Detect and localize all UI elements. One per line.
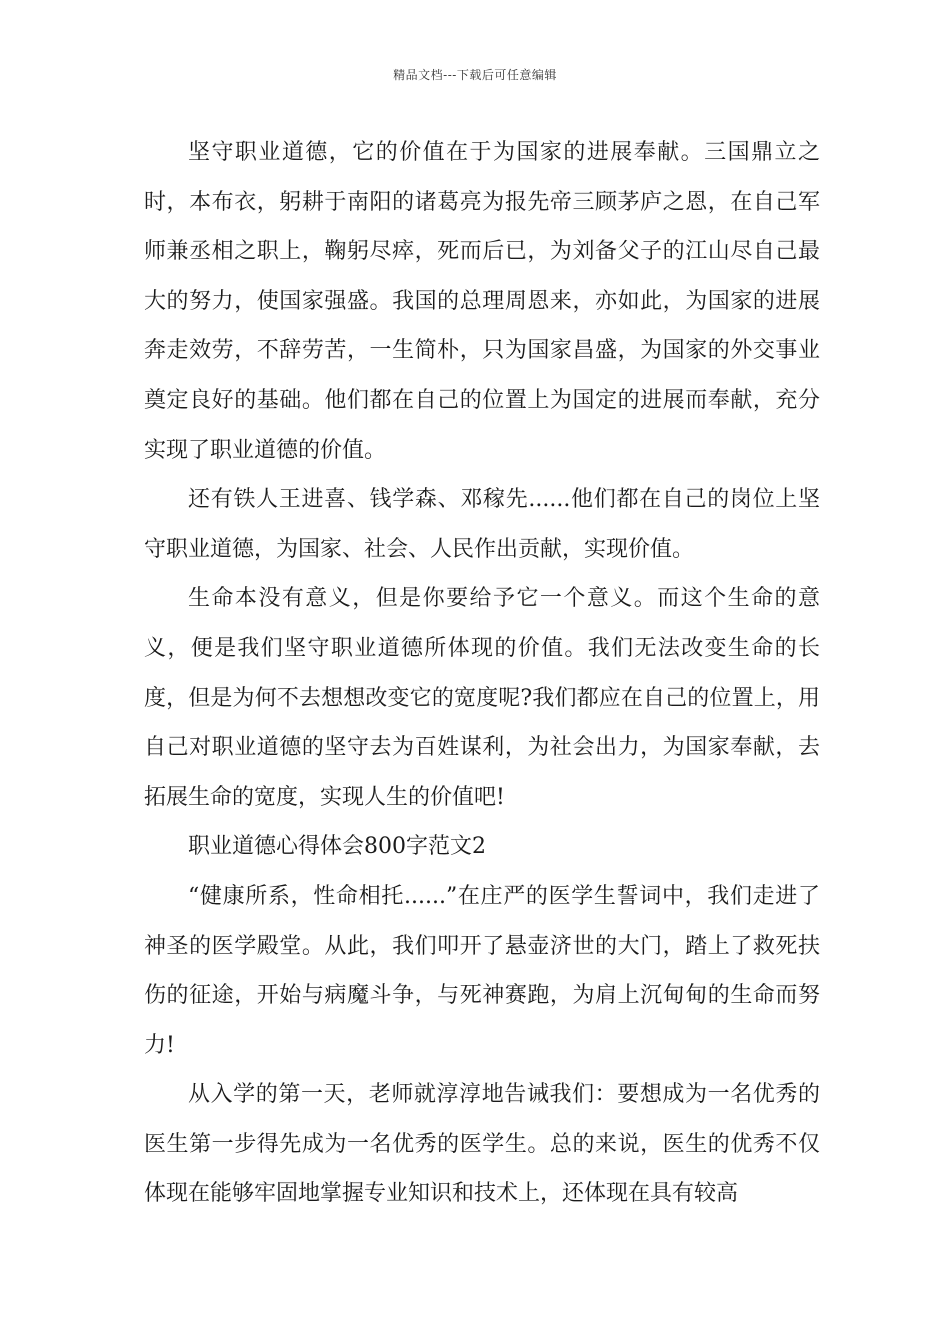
paragraph-5: 从入学的第一天，老师就淳淳地告诫我们：要想成为一名优秀的医生第一步得先成为一名优秀的医学生。总的来说，医生的优秀不仅体现在能够牢固地掌握专业知识和技术上，还体现在具有较高: [144, 1082, 820, 1207]
paragraph-2: 还有铁人王进喜、钱学森、邓稼先......他们都在自己的岗位上坚守职业道德，为国家、社会、人民作出贡献，实现价值。: [144, 487, 820, 562]
page-header: 精品文档---下载后可任意编辑: [393, 68, 557, 82]
paragraph-4: “健康所系，性命相托......”在庄严的医学生誓词中，我们走进了神圣的医学殿堂。从此，我们叩开了悬壶济世的大门，踏上了救死扶伤的征途，开始与病魔斗争，与死神赛跑，为肩上沉甸甸的生命而努力!: [144, 883, 820, 1058]
paragraph-1: 坚守职业道德，它的价值在于为国家的进展奉献。三国鼎立之时，本布衣，躬耕于南阳的诸葛亮为报先帝三顾茅庐之恩，在自己军师兼丞相之职上，鞠躬尽瘁，死而后已，为刘备父子的江山尽自己最大的努力，使国家强盛。我国的总理周恩来，亦如此，为国家的进展奔走效劳，不辞劳苦，一生简朴，只为国家昌盛，为国家的外交事业奠定良好的基础。他们都在自己的位置上为国定的进展而奉献，充分实现了职业道德的价值。: [144, 140, 820, 463]
document-body: [144, 128, 820, 1219]
paragraph-3: 生命本没有意义，但是你要给予它一个意义。而这个生命的意义，便是我们坚守职业道德所体现的价值。我们无法改变生命的长度，但是为何不去想想改变它的宽度呢?我们都应在自己的位置上，用自己对职业道德的坚守去为百姓谋利，为社会出力，为国家奉献，去拓展生命的宽度，实现人生的价值吧!: [144, 586, 820, 810]
section-heading: 职业道德心得体会800字范文2: [188, 834, 486, 860]
